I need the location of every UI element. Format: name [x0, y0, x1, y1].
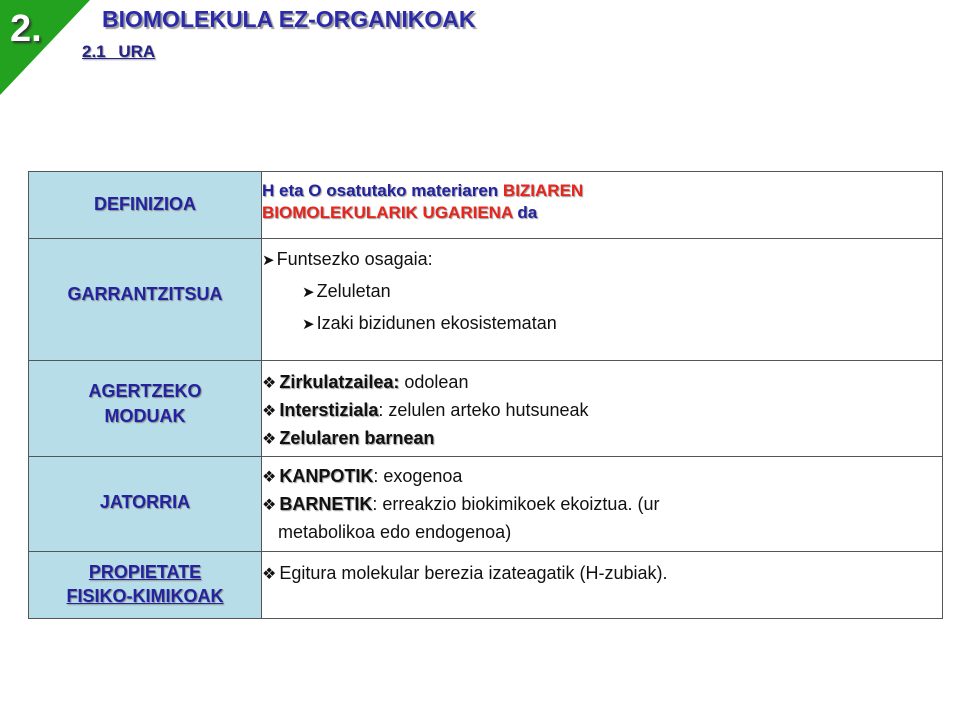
list-item — [262, 560, 942, 588]
list-item-text: : zelulen arteko hutsuneak — [378, 400, 589, 420]
label-text: GARRANTZITSUA — [67, 284, 223, 304]
diamond-bullet-icon: ❖ — [262, 375, 277, 392]
page-title: BIOMOLEKULA EZ-ORGANIKOAK — [102, 6, 476, 32]
definition-part3: BIOMOLEKULARIK UGARIENA — [262, 203, 513, 222]
list-item — [262, 491, 942, 519]
definition-part2: BIZIAREN — [502, 181, 584, 200]
list-item-text: Egitura molekular berezia izateagatik (H-zubiak). — [279, 563, 668, 583]
list-item-text: : erreakzio biokimikoek ekoiztua. (ur — [372, 494, 660, 514]
arrow-bullet-icon: ➤ — [302, 284, 315, 301]
arrow-bullet-icon: ➤ — [302, 316, 315, 333]
row-label — [29, 172, 262, 239]
list-item-text: Funtsezko osagaia: — [276, 249, 433, 269]
diamond-bullet-icon: ❖ — [262, 497, 277, 514]
info-table — [28, 171, 943, 619]
list-item-bold: Zirkulatzailea: — [279, 372, 400, 392]
label-text-line1: AGERTZEKO — [88, 381, 202, 401]
list-item-bold: BARNETIK — [279, 494, 373, 514]
table-row-jatorria — [29, 457, 943, 552]
label-text: DEFINIZIOA — [94, 194, 196, 214]
row-content — [262, 361, 943, 457]
list-item — [262, 244, 942, 276]
slide-number: 2. — [10, 8, 42, 50]
list-item-bold: Interstiziala — [279, 400, 379, 420]
diamond-bullet-icon: ❖ — [262, 566, 277, 583]
table-row-agertzeko-moduak — [29, 361, 943, 457]
list-item-bold: Zelularen barnean — [279, 428, 435, 448]
list-item — [262, 276, 942, 308]
page-subtitle: 2.1 URA — [82, 42, 156, 61]
row-content — [262, 172, 943, 239]
row-content — [262, 552, 943, 619]
list-item-text: Izaki bizidunen ekosistematan — [316, 313, 557, 333]
list-item — [262, 397, 942, 425]
row-label — [29, 361, 262, 457]
definition-part1: H eta O osatutako materiaren — [262, 181, 503, 200]
label-text-line2: FISIKO-KIMIKOAK — [66, 586, 224, 606]
arrow-bullet-icon: ➤ — [262, 252, 275, 269]
list-item-text: Zeluletan — [316, 281, 391, 301]
list-item — [262, 463, 942, 491]
definition-text — [262, 172, 942, 224]
label-text-line1: PROPIETATE — [88, 562, 202, 582]
list-item-text: odolean — [399, 372, 469, 392]
row-label — [29, 457, 262, 552]
list-item-continuation: metabolikoa edo endogenoa) — [278, 522, 512, 542]
list-item-bold: KANPOTIK — [279, 466, 374, 486]
diamond-bullet-icon: ❖ — [262, 431, 277, 448]
definition-part4: da — [512, 203, 538, 222]
list-item — [262, 369, 942, 397]
list-item-text: : exogenoa — [373, 466, 463, 486]
table-row-garrantzitsua — [29, 239, 943, 361]
diamond-bullet-icon: ❖ — [262, 469, 277, 486]
table-row-propietate — [29, 552, 943, 619]
row-label — [29, 552, 262, 619]
label-text: JATORRIA — [99, 492, 191, 512]
row-content — [262, 457, 943, 552]
row-content — [262, 239, 943, 361]
list-item — [262, 308, 942, 340]
row-label — [29, 239, 262, 361]
label-text-line2: MODUAK — [104, 406, 186, 426]
table-row-definizioa — [29, 172, 943, 239]
diamond-bullet-icon: ❖ — [262, 403, 277, 420]
list-item — [262, 425, 942, 453]
